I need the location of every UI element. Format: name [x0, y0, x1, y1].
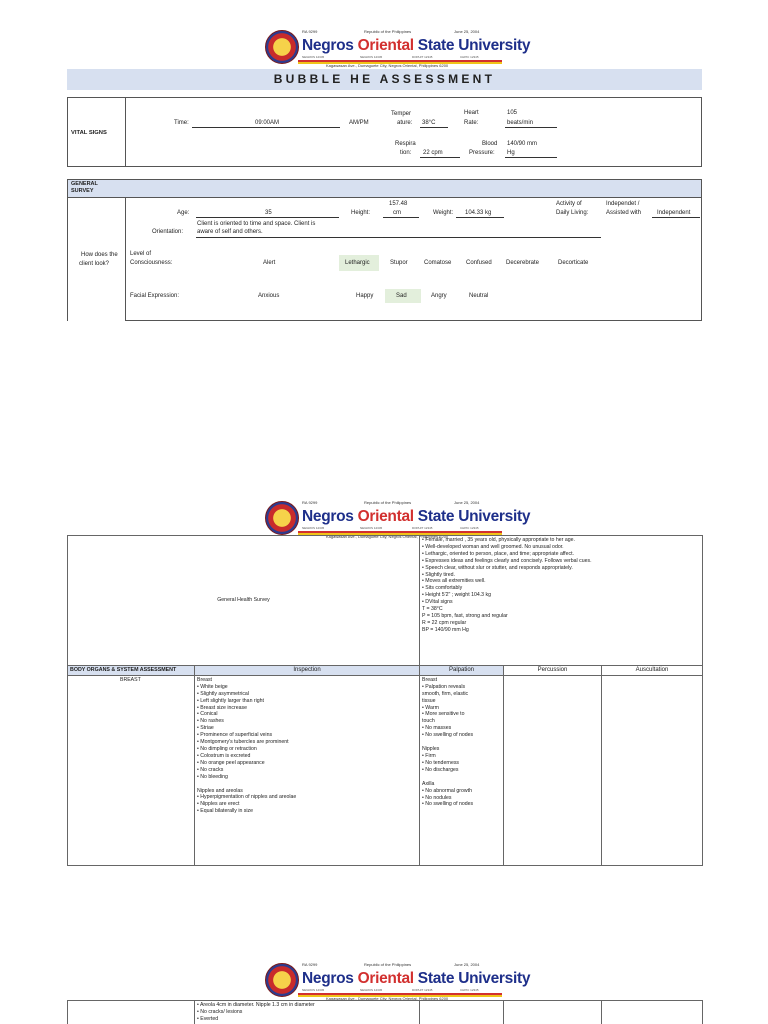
loc-option[interactable]: Decorticate	[558, 260, 589, 266]
ra-number: RA 9299	[302, 29, 318, 34]
university-header	[262, 27, 531, 71]
iso-badge: CHPIC 12345	[460, 55, 479, 59]
list-item: • Moves all extremities well.	[422, 578, 486, 585]
adl-underline	[652, 217, 700, 218]
temperature-label: ature:	[397, 120, 413, 126]
list-item: • Slightly asymmetrical	[197, 690, 249, 697]
iso-badge: NEGROS 12345	[360, 526, 383, 530]
facial-option[interactable]: Anxious	[258, 293, 280, 299]
loc-option[interactable]: Comatose	[424, 260, 452, 266]
facial-option-selected[interactable]: Sad	[396, 293, 407, 299]
list-item: touch	[422, 718, 435, 725]
list-item: • Conical	[197, 711, 218, 718]
breast-row	[68, 675, 703, 865]
list-item: tissue	[422, 697, 436, 704]
respiration-underline	[420, 157, 460, 158]
university-address: Kagawasan Ave., Dumaguete City, Negros Oriental, Philippines 6200	[326, 534, 449, 539]
heart-rate-value[interactable]: 105	[507, 110, 518, 116]
percussion-cell	[504, 1001, 602, 1024]
list-item: • No cracks/ lesions	[197, 1008, 243, 1015]
list-item: • No dimpling or retraction	[197, 745, 257, 752]
facial-option[interactable]: Happy	[356, 293, 374, 299]
respiration-label: Respira	[395, 141, 416, 147]
list-item: • No orange peel appearance	[197, 759, 265, 766]
header-percussion: Percussion	[504, 666, 602, 676]
orientation-label: Orientation:	[152, 229, 184, 235]
heart-rate-label: Heart	[464, 110, 479, 116]
list-item: • Warm	[422, 704, 439, 711]
height-underline	[383, 217, 419, 218]
adl-label: Daily Living:	[556, 210, 589, 216]
list-item: • No cracks	[197, 766, 224, 773]
list-item: • Striae	[197, 725, 214, 732]
iso-badge: CHPIC 12345	[460, 988, 479, 992]
ampm-label: AM/PM	[349, 120, 369, 126]
survey-question: client look?	[79, 261, 110, 267]
list-item: • Hyperpigmentation of nipples and areolae	[197, 794, 297, 801]
survey-divider	[125, 198, 126, 321]
list-item: • Height 5'2" ; weight 104.3 kg	[422, 592, 491, 599]
auscultation-cell	[602, 1001, 703, 1024]
list-item: • No masses	[422, 725, 452, 732]
loc-option-selected[interactable]: Lethargic	[345, 260, 370, 266]
heart-rate-label: Rate:	[464, 120, 479, 126]
iso-badge: NEGROS 12345	[302, 55, 325, 59]
page-1	[0, 0, 768, 330]
weight-underline	[456, 217, 504, 218]
page-3	[0, 960, 768, 1024]
charter-date: June 25, 2004	[454, 962, 480, 967]
header-inspection: Inspection	[195, 666, 420, 676]
list-item	[422, 739, 501, 746]
list-item: Nipples and areolas	[197, 787, 243, 794]
list-item: • Palpation reveals	[422, 683, 466, 690]
university-seal-icon	[265, 963, 299, 997]
list-item: • Montgomery's tubercles are prominent	[197, 739, 289, 746]
list-item: • No bleeding	[197, 773, 228, 780]
list-item: • Nipples are erect	[197, 801, 240, 808]
list-item: • Well-developed woman and well groomed. No unusual odor.	[422, 543, 564, 550]
age-underline	[196, 217, 339, 218]
time-label: Time:	[174, 120, 189, 126]
respiration-value[interactable]: 22 cpm	[423, 150, 443, 156]
blood-pressure-label: Blood	[482, 141, 498, 147]
blood-pressure-unit: Hg	[507, 150, 515, 156]
height-label: Height:	[351, 210, 371, 216]
iso-badge: NEGROS 12345	[360, 988, 383, 992]
iso-badge: DOPHIT 12345	[412, 526, 433, 530]
list-item: Breast	[197, 676, 212, 683]
general-health-row	[68, 536, 703, 666]
general-survey-label: SURVEY	[71, 188, 94, 194]
ghs-details	[420, 536, 703, 666]
list-item: P = 105 bpm, fast, strong and regular	[422, 612, 508, 619]
list-item	[422, 774, 501, 781]
survey-question: How does the	[81, 252, 118, 258]
list-item: • Colostrum is excreted	[197, 752, 251, 759]
height-unit: cm	[393, 210, 401, 216]
charter-date: June 25, 2004	[454, 29, 480, 34]
list-item: • Prominence of superficial veins	[197, 732, 273, 739]
list-item: Nipples	[422, 746, 440, 753]
palpation-cell	[420, 675, 504, 865]
facial-option[interactable]: Neutral	[469, 293, 489, 299]
list-item: • No swelling of nodes	[422, 732, 474, 739]
republic-label: Republic of the Philippines	[364, 962, 412, 967]
ghs-label: General Health Survey	[217, 597, 270, 604]
age-value[interactable]: 35	[265, 210, 272, 216]
percussion-cell	[504, 675, 602, 865]
list-item: • Left slightly larger than right	[197, 697, 264, 704]
university-address: Kagawasan Ave., Dumaguete City, Negros Oriental, Philippines 6200	[326, 63, 449, 68]
list-item: T = 38°C	[422, 606, 443, 613]
list-item: • Firm	[422, 752, 436, 759]
university-name: Negros Oriental State University	[302, 37, 531, 54]
list-item: • More sensitive to	[422, 711, 465, 718]
list-item: smooth, firm, elastic	[422, 690, 469, 697]
loc-label: Consciousness:	[130, 260, 173, 266]
list-item: • Sits comfortably	[422, 585, 463, 592]
respiration-label: tion:	[400, 150, 412, 156]
list-item: • Everted	[197, 1015, 219, 1022]
list-item: • Areola 4cm in diameter. Nipple 1.3 cm in diameter	[197, 1002, 315, 1008]
list-item: • DVital signs	[422, 599, 453, 606]
temperature-value[interactable]: 38°C	[422, 120, 436, 126]
vital-signs-label: VITAL SIGNS	[71, 130, 107, 136]
list-item: • Lethargic, oriented to person, place, and time; appropriate affect.	[422, 550, 574, 557]
iso-badge: DOPHIT 12345	[412, 988, 433, 992]
list-item: • No nodules	[422, 794, 452, 801]
auscultation-cell	[602, 675, 703, 865]
loc-option[interactable]: Stupor	[390, 260, 408, 266]
continued-table	[67, 1000, 703, 1024]
university-name: Negros Oriental State University	[302, 508, 531, 525]
list-item: • No tenderness	[422, 759, 460, 766]
ra-number: RA 9299	[302, 500, 318, 505]
list-item: • No swelling of nodes	[422, 801, 474, 808]
survey-divider	[125, 320, 702, 321]
charter-date: June 25, 2004	[454, 500, 480, 505]
adl-options: Independet /	[606, 201, 640, 207]
page-2	[0, 495, 768, 875]
inspection-cell	[195, 675, 420, 865]
university-header	[262, 960, 531, 1004]
time-value[interactable]: 09:00AM	[255, 120, 280, 126]
assessment-table	[67, 535, 703, 866]
temperature-label: Temper	[391, 111, 412, 117]
loc-label: Level of	[130, 251, 152, 257]
age-label: Age:	[177, 210, 190, 216]
table-header-row	[68, 666, 703, 676]
orientation-underline	[196, 237, 601, 238]
page-title: BUBBLE HE ASSESSMENT	[67, 69, 702, 90]
facial-option[interactable]: Angry	[431, 293, 447, 299]
iso-badge: NEGROS 12345	[302, 526, 325, 530]
iso-badge: CHPIC 12345	[460, 526, 479, 530]
header-body-organs: BODY ORGANS & SYSTEM ASSESSMENT	[68, 666, 195, 676]
iso-badge: DOPHIT 12345	[412, 55, 433, 59]
organ-label	[68, 1001, 195, 1024]
heart-rate-unit: beats/min	[507, 120, 534, 126]
ra-number: RA 9299	[302, 962, 318, 967]
list-item: • Slightly tired.	[422, 571, 455, 578]
list-item: • Female, married , 35 years old, physically appropriate to her age.	[422, 537, 575, 543]
orientation-value[interactable]: Client is oriented to time and space. Client is	[197, 221, 316, 227]
university-address: Kagawasan Ave., Dumaguete City, Negros Oriental, Philippines 6200	[326, 996, 449, 1001]
blood-pressure-value[interactable]: 140/90 mm	[507, 141, 538, 147]
adl-label: Activity of	[556, 201, 582, 207]
list-item: • No abnormal growth	[422, 787, 472, 794]
ghs-label-cell	[68, 536, 420, 666]
list-item: Axilla	[422, 780, 435, 787]
list-item: • White beige	[197, 683, 228, 690]
list-item: Breast	[422, 676, 438, 683]
university-seal-icon	[265, 501, 299, 535]
header-palpation: Palpation	[420, 666, 504, 676]
weight-value[interactable]: 104.33 kg	[465, 210, 492, 216]
iso-badge: NEGROS 12345	[360, 55, 383, 59]
university-seal-icon	[265, 30, 299, 64]
temperature-underline	[420, 127, 448, 128]
list-item: • No discharges	[422, 766, 459, 773]
list-item: • Expresses ideas and feelings clearly and concisely. Follows verbal cues.	[422, 557, 592, 564]
loc-option[interactable]: Decerebrate	[506, 260, 540, 266]
iso-badge: NEGROS 12345	[302, 988, 325, 992]
header-auscultation: Auscultation	[602, 666, 703, 676]
republic-label: Republic of the Philippines	[364, 29, 412, 34]
blood-pressure-underline	[505, 157, 557, 158]
loc-option[interactable]: Alert	[263, 260, 276, 266]
blood-pressure-label: Pressure:	[469, 150, 495, 156]
facial-expression-label: Facial Expression:	[130, 293, 180, 299]
heart-rate-underline	[505, 127, 557, 128]
university-name: Negros Oriental State University	[302, 970, 531, 987]
orientation-value[interactable]: aware of self and others.	[197, 229, 263, 235]
height-value[interactable]: 157.48	[389, 201, 408, 207]
continued-row	[68, 1001, 703, 1024]
list-item: • No rashes	[197, 718, 224, 725]
organ-label: BREAST	[68, 675, 195, 865]
inspection-cell	[195, 1001, 420, 1024]
general-survey-label: GENERAL	[71, 181, 98, 187]
general-survey-header	[67, 179, 702, 198]
vital-signs-section	[67, 97, 702, 167]
list-item: BP = 140/90 mm Hg	[422, 626, 469, 633]
weight-label: Weight:	[433, 210, 454, 216]
republic-label: Republic of the Philippines	[364, 500, 412, 505]
list-item: • Speech clear, without slur or stutter, and responds appropriately.	[422, 564, 573, 571]
list-item: • Breast size increase	[197, 704, 247, 711]
loc-option[interactable]: Confused	[466, 260, 492, 266]
adl-options: Assisted with	[606, 210, 642, 216]
list-item	[197, 781, 417, 788]
time-underline	[192, 127, 340, 128]
palpation-cell	[420, 1001, 504, 1024]
list-item: R = 22 cpm regular	[422, 619, 467, 626]
adl-value[interactable]: Independent	[657, 210, 691, 216]
list-item: • Equal bilaterally in size	[197, 808, 254, 815]
